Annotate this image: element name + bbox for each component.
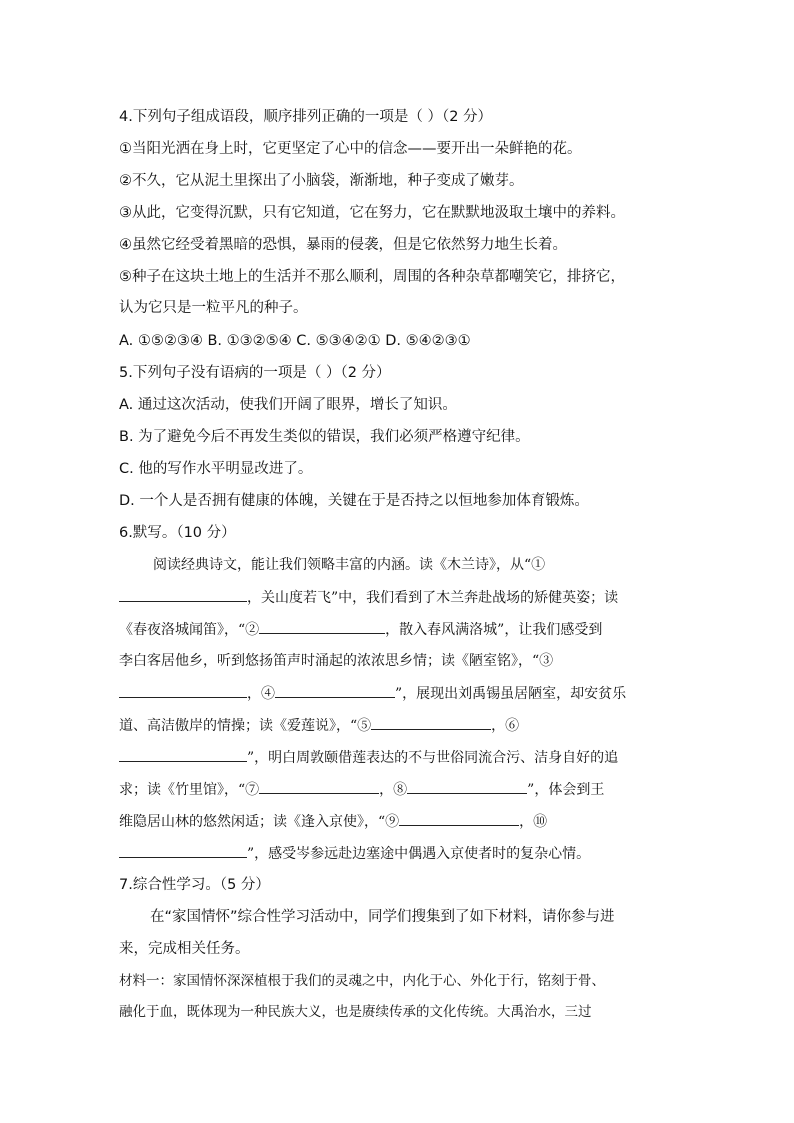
q6-text: ”，明白周敦颐借莲表达的不与世俗同流合污、洁身自好的追 xyxy=(247,750,619,766)
q6-text: ，⑩ xyxy=(519,814,548,830)
blank-9[interactable] xyxy=(399,811,519,826)
blank-6[interactable] xyxy=(119,747,247,762)
q5-option-b: B. 为了避免今后不再发生类似的错误，我们必须严格遵守纪律。 xyxy=(119,429,530,445)
q4-sentence-5a: ⑤种子在这块土地上的生活并不那么顺利，周围的各种杂草都嘲笑它，排挤它， xyxy=(119,269,625,285)
q7-material-1a: 材料一：家国情怀深深植根于我们的灵魂之中，内化于心、外化于行，铭刻于骨、 xyxy=(119,973,605,989)
q6-text: ”，展现出刘禹锡虽居陋室，却安贫乐 xyxy=(395,686,627,702)
q5-option-c: C. 他的写作水平明显改进了。 xyxy=(119,461,313,477)
q6-text: 维隐居山林的悠然闲适；读《逢入京使》，“⑨ xyxy=(119,814,400,830)
q6-text: 求；读《竹里馆》，“⑦ xyxy=(119,782,260,798)
q7-intro-1: 在“家国情怀”综合性学习活动中，同学们搜集到了如下材料，请你参与进 xyxy=(150,909,615,925)
blank-2[interactable] xyxy=(259,619,385,634)
q6-line-5 xyxy=(119,683,626,704)
q6-line-10 xyxy=(119,843,590,864)
q6-text: ，⑧ xyxy=(379,782,408,798)
q4-sentence-5b: 认为它只是一粒平凡的种子。 xyxy=(119,300,308,316)
blank-1[interactable] xyxy=(119,587,247,602)
q7-stem: 7.综合性学习。（5 分） xyxy=(119,877,270,893)
q6-line-7 xyxy=(119,747,618,768)
q6-line-4 xyxy=(119,651,553,671)
q6-text: 道、高洁傲岸的情操；读《爱莲说》，“⑤ xyxy=(119,718,372,734)
q6-text: ”，感受岑参远赴边塞途中偶遇入京使者时的复杂心情。 xyxy=(247,846,591,862)
q6-line-9 xyxy=(119,811,547,832)
q4-sentence-4: ④虽然它经受着黑暗的恐惧，暴雨的侵袭，但是它依然努力地生长着。 xyxy=(119,237,567,253)
q4-sentence-2: ②不久，它从泥土里探出了小脑袋，渐渐地，种子变成了嫩芽。 xyxy=(119,173,524,189)
q6-text: ，散入春风满洛城”，让我们感受到 xyxy=(385,622,603,638)
blank-4[interactable] xyxy=(275,683,395,698)
q6-line-2 xyxy=(119,587,618,608)
q6-text: 《春夜洛城闻笛》，“② xyxy=(119,622,260,638)
blank-3[interactable] xyxy=(119,683,247,698)
q4-sentence-1: ①当阳光洒在身上时，它更坚定了心中的信念——要开出一朵鲜艳的花。 xyxy=(119,141,582,157)
blank-10[interactable] xyxy=(119,843,247,858)
q6-text: 李白客居他乡，听到悠扬笛声时涌起的浓浓思乡情；读《陋室铭》，“③ xyxy=(119,653,554,669)
q6-line-1 xyxy=(153,555,545,575)
q6-text: ，⑥ xyxy=(491,718,520,734)
q6-text: ，关山度若飞”中，我们看到了木兰奔赴战场的矫健英姿；读 xyxy=(247,590,619,606)
q4-stem: 4.下列句子组成语段，顺序排列正确的一项是（ ）（2 分） xyxy=(119,109,493,125)
q6-text: ，④ xyxy=(247,686,275,702)
blank-5[interactable] xyxy=(371,715,491,730)
q6-line-8 xyxy=(119,779,604,800)
blank-7[interactable] xyxy=(259,779,379,794)
q5-option-a: A. 通过这次活动，使我们开阔了眼界，增长了知识。 xyxy=(119,397,457,413)
blank-8[interactable] xyxy=(407,779,527,794)
q6-line-6 xyxy=(119,715,519,736)
q7-material-1b: 融化于血，既体现为一种民族大义，也是赓续传承的文化传统。大禹治水，三过 xyxy=(119,1004,592,1020)
q5-option-d: D. 一个人是否拥有健康的体魄，关键在于是否持之以恒地参加体育锻炼。 xyxy=(119,493,589,509)
q7-intro-2: 来，完成相关任务。 xyxy=(119,941,250,957)
q6-stem: 6.默写。（10 分） xyxy=(119,525,236,541)
q6-text: 阅读经典诗文，能让我们领略丰富的内涵。读《木兰诗》，从“① xyxy=(153,557,546,573)
q4-sentence-3: ③从此，它变得沉默，只有它知道，它在努力，它在默默地汲取土壤中的养料。 xyxy=(119,205,625,221)
q6-line-3 xyxy=(119,619,602,640)
q5-stem: 5.下列句子没有语病的一项是（ ）（2 分） xyxy=(119,365,391,381)
q6-text: ”，体会到王 xyxy=(527,782,605,798)
q4-options: A. ①⑤②③④ B. ①③②⑤④ C. ⑤③④②① D. ⑤④②③① xyxy=(119,333,471,349)
